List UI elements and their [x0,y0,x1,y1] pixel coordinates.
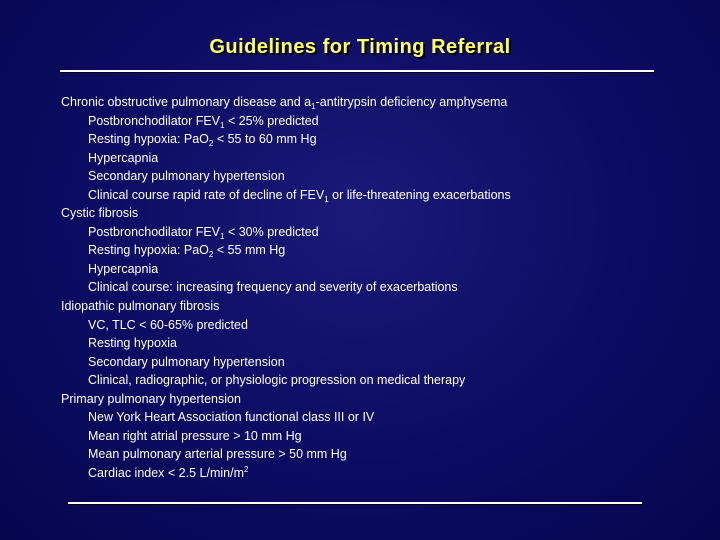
text-segment: Cystic fibrosis [61,206,139,221]
text-segment: < 55 mm Hg [213,243,286,258]
text-segment: Mean right atrial pressure > 10 mm Hg [88,428,302,443]
footer-divider [68,502,642,504]
text-segment: 1 [220,231,225,241]
slide-title: Guidelines for Timing Referral [209,36,511,58]
text-segment: 1 [220,120,225,130]
criterion-item [61,445,701,464]
criterion-item [61,112,701,131]
text-segment: Secondary pulmonary hypertension [88,354,285,369]
criterion-item [61,223,701,242]
text-segment: Hypercapnia [88,261,159,276]
text-segment: Postbronchodilator FEV [88,113,221,128]
text-segment: Resting hypoxia: PaO [88,132,209,147]
text-segment: Cardiac index < 2.5 L/min/m [88,465,244,480]
criterion-item [61,427,701,446]
criterion-item [61,149,701,168]
criterion-item [61,464,701,483]
text-segment: or life-threatening exacerbations [328,187,511,202]
text-segment: Clinical, radiographic, or physiologic progression on medical therapy [88,373,466,388]
text-segment: < 55 to 60 mm Hg [213,132,317,147]
criterion-item [61,408,701,427]
criterion-item [61,278,701,297]
criterion-item [61,334,701,353]
category-heading [61,390,701,409]
text-segment: Clinical course: increasing frequency and severity of exacerbations [88,280,458,295]
criterion-item [61,241,701,260]
text-segment: 2 [243,464,249,474]
title-divider [60,70,654,72]
text-segment: Hypercapnia [88,150,159,165]
text-segment: Secondary pulmonary hypertension [88,169,285,184]
text-segment: < 30% predicted [224,224,319,239]
text-segment: Resting hypoxia: PaO [88,243,209,258]
text-segment: Chronic obstructive pulmonary disease and a [61,95,312,109]
text-segment: Resting hypoxia [88,336,177,351]
text-segment: 2 [208,139,214,149]
text-segment: 1 [311,102,316,111]
text-segment: 2 [208,250,214,260]
guideline-list [61,93,701,482]
text-segment: Postbronchodilator FEV [88,224,221,239]
text-segment: 1 [324,194,329,204]
text-segment: New York Heart Association functional class III or IV [88,410,375,425]
category-heading [61,204,701,223]
text-segment: < 25% predicted [224,113,319,128]
text-segment: Idiopathic pulmonary fibrosis [61,299,220,314]
text-segment: Clinical course rapid rate of decline of FEV [88,187,325,202]
category-heading [61,93,701,112]
criterion-item [61,130,701,149]
criterion-item [61,167,701,186]
text-segment: -antitrypsin deficiency amphysema [315,95,508,109]
criterion-item [61,186,701,205]
criterion-item [61,316,701,335]
criterion-item [61,371,701,390]
category-heading [61,297,701,316]
criterion-item [61,353,701,372]
text-segment: Primary pulmonary hypertension [61,391,241,406]
text-segment: VC, TLC < 60-65% predicted [88,317,248,332]
criterion-item [61,260,701,279]
text-segment: Mean pulmonary arterial pressure > 50 mm Hg [88,447,347,462]
